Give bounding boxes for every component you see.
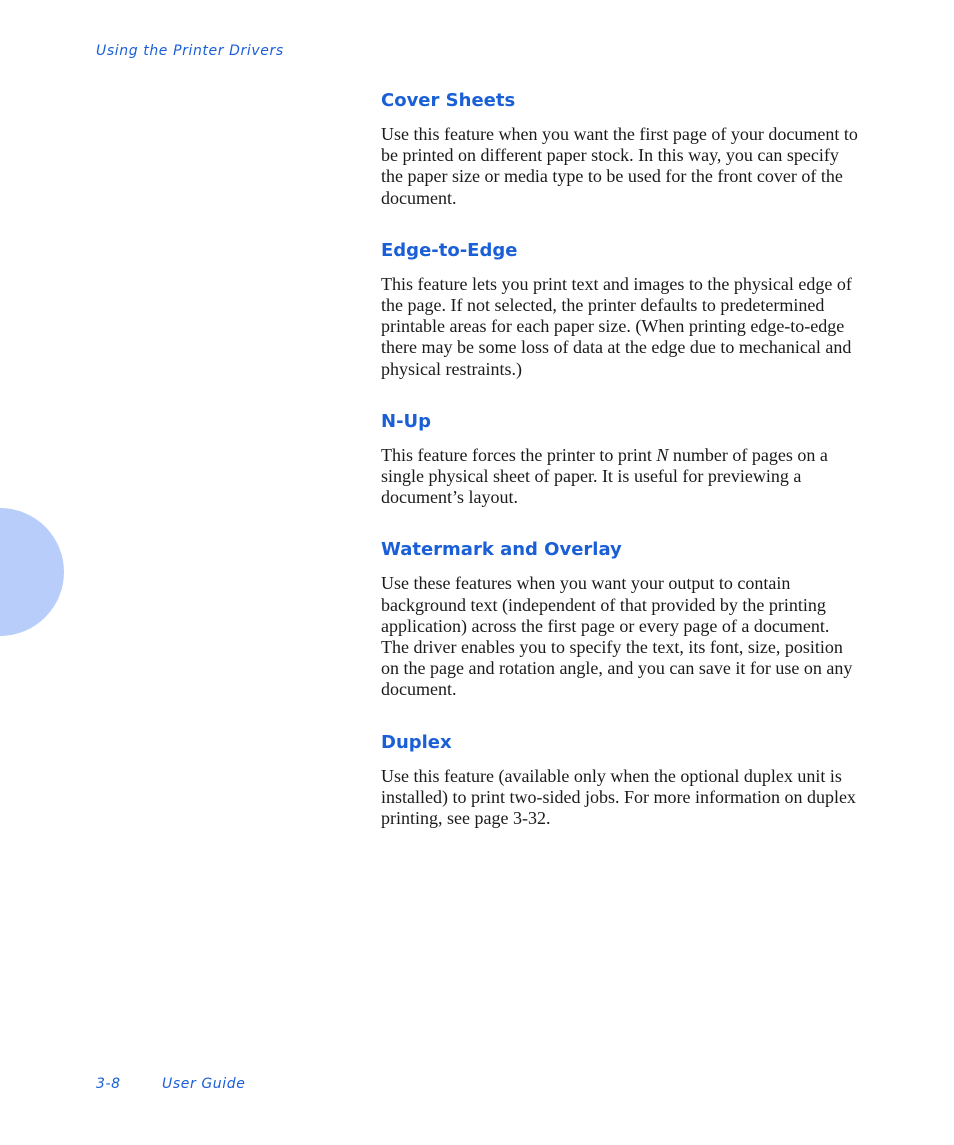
section-body: Use this feature (available only when the optional duplex unit is installed) to print two-sided jobs. For more information on duplex printing, see page 3-32. [381,765,856,829]
main-content [381,89,861,859]
footer-page-number: 3-8 [96,1076,121,1092]
section-duplex [381,731,861,830]
section-edge-to-edge [381,239,861,380]
section-heading: Edge-to-Edge [381,239,518,261]
body-text: number of pages on a single physical sheet of paper. It is useful for previewing a document’s layout. [381,444,828,508]
section-body: Use these features when you want your output to contain background text (independent of that provided by the printing application) across the first page or every page of a document. The driver enables you to specify the text, its font, size, position on the page and rotation angle, and you can save it for use on any document. [381,573,853,700]
section-heading: N-Up [381,410,432,432]
section-n-up [381,410,861,509]
section-body: Use this feature when you want the first page of your document to be printed on different paper stock. In this way, you can specify the paper size or media type to be used for the front cover of the document. [381,124,858,208]
running-header: Using the Printer Drivers [96,43,284,59]
footer-doc-title: User Guide [162,1076,246,1092]
body-italic-n: N [656,444,669,465]
section-body: This feature lets you print text and images to the physical edge of the page. If not selected, the printer defaults to predetermined printable areas for each paper size. (When printing edge-to-edge there may be some loss of data at the edge due to mechanical and physical restraints.) [381,273,852,379]
section-body [381,445,861,509]
section-cover-sheets [381,89,861,209]
section-heading: Watermark and Overlay [381,539,622,561]
chapter-thumb-tab [0,508,64,636]
section-heading: Duplex [381,731,452,753]
body-text: This feature forces the printer to print [381,444,657,465]
section-watermark-overlay [381,538,861,700]
section-heading: Cover Sheets [381,90,516,111]
